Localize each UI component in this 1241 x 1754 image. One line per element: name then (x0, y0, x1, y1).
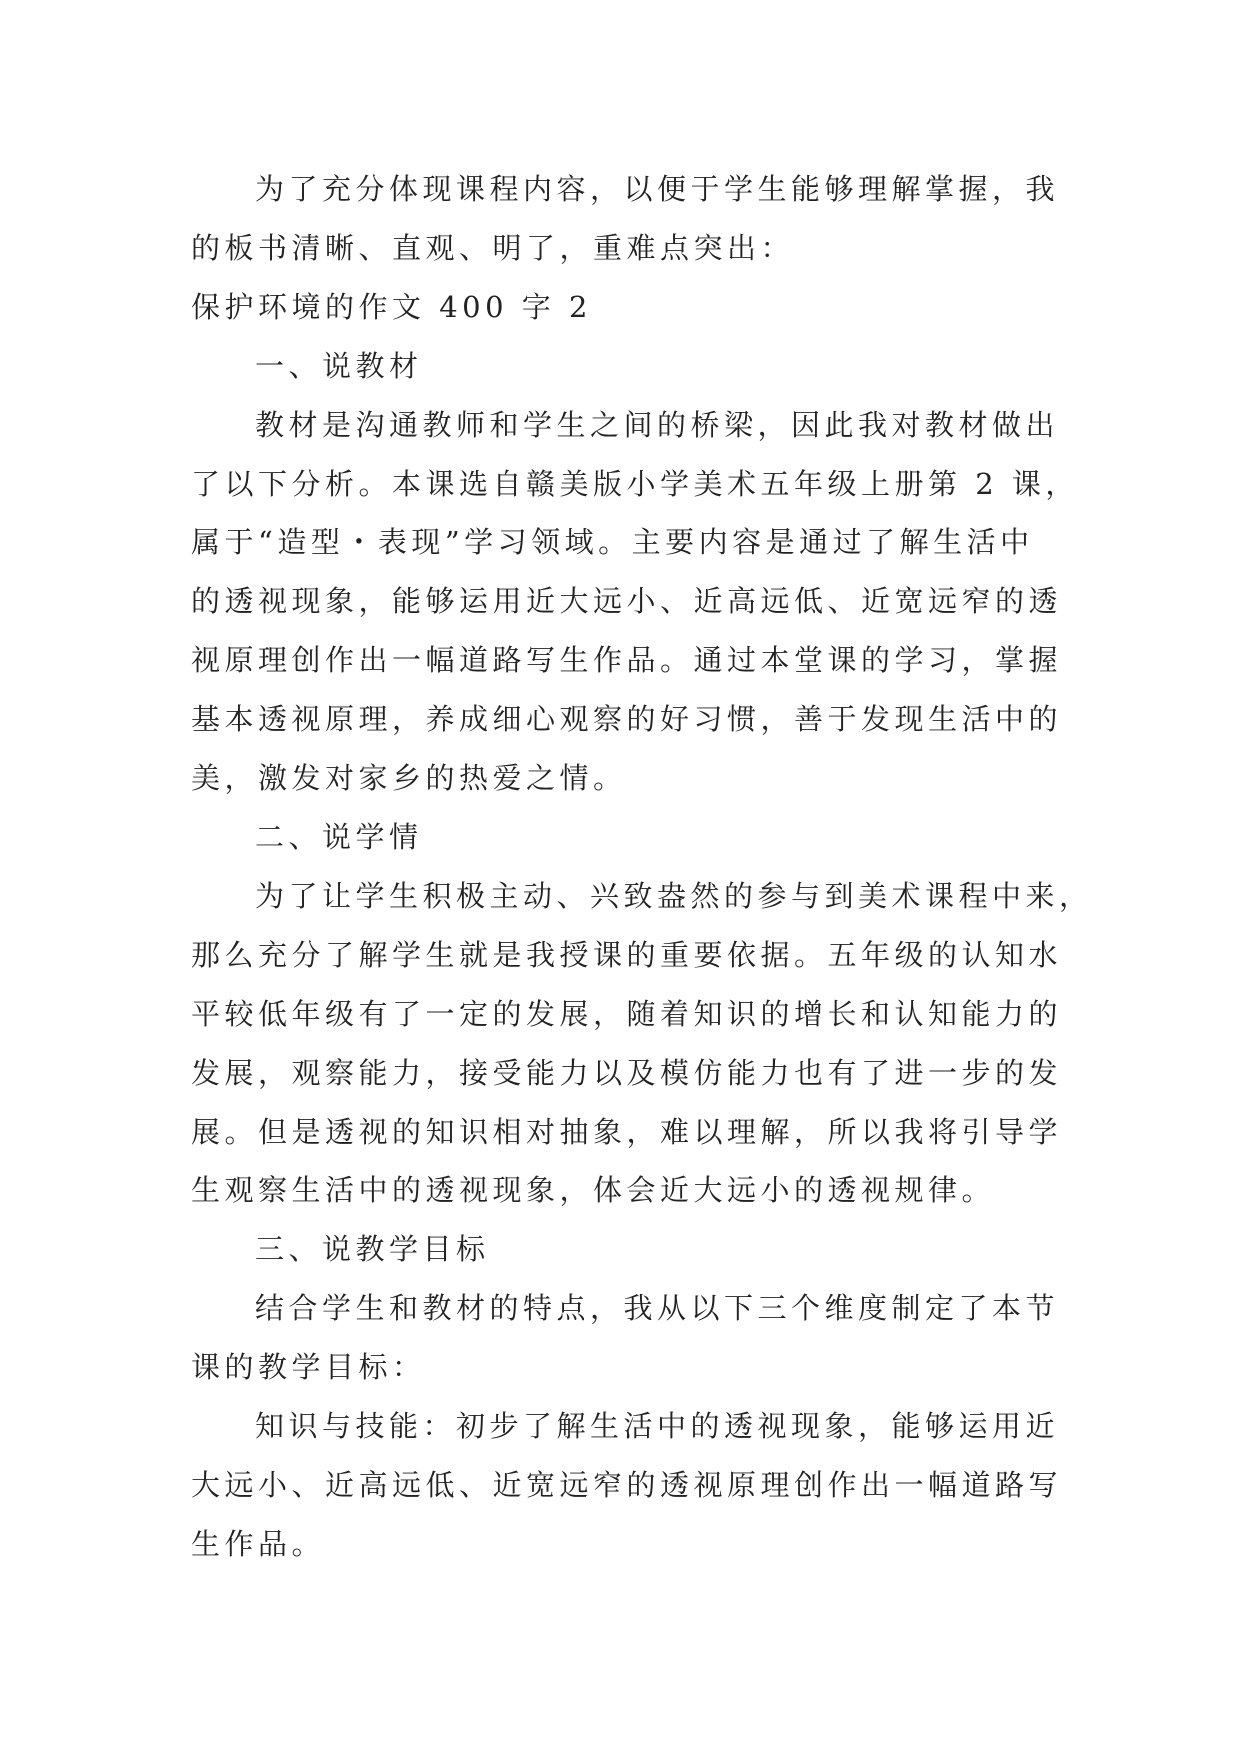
text-line: 展。但是透视的知识相对抽象，难以理解，所以我将引导学 (191, 1114, 1063, 1149)
text-line: 那么充分了解学生就是我授课的重要依据。五年级的认知水 (191, 937, 1063, 972)
essay-title: 保护环境的作文 400 字 2 (191, 289, 592, 324)
text-line: 为了充分体现课程内容，以便于学生能够理解掌握，我 (255, 172, 1060, 206)
text-line: 课的教学目标： (191, 1350, 426, 1385)
text-line: 的透视现象，能够运用近大远小、近高远低、近宽远窄的透 (191, 584, 1063, 619)
text-line: 发展，观察能力，接受能力以及模仿能力也有了进一步的发 (191, 1055, 1063, 1090)
text-line: 了以下分析。本课选自赣美版小学美术五年级上册第 2 课， (191, 466, 1079, 501)
text-line: 教材是沟通教师和学生之间的桥梁，因此我对教材做出 (255, 407, 1060, 442)
section-heading: 二、说学情 (255, 819, 423, 854)
section-heading: 三、说教学目标 (255, 1232, 490, 1267)
text-line: 结合学生和教材的特点，我从以下三个维度制定了本节 (255, 1291, 1060, 1326)
text-line: 知识与技能：初步了解生活中的透视现象，能够运用近 (255, 1409, 1060, 1444)
text-line: 基本透视原理，养成细心观察的好习惯，善于发现生活中的 (191, 702, 1063, 737)
section-heading: 一、说教材 (255, 348, 423, 383)
text-line: 属于“造型・表现”学习领域。主要内容是通过了解生活中 (191, 525, 1034, 560)
text-line: 平较低年级有了一定的发展，随着知识的增长和认知能力的 (191, 996, 1063, 1031)
text-line: 为了让学生积极主动、兴致盎然的参与到美术课程中来， (255, 878, 1093, 913)
text-line: 大远小、近高远低、近宽远窄的透视原理创作出一幅道路写 (191, 1467, 1063, 1502)
text-line: 的板书清晰、直观、明了，重难点突出： (191, 230, 795, 265)
document-body (191, 160, 1093, 1574)
text-line: 生作品。 (191, 1526, 326, 1561)
text-line: 美，激发对家乡的热爱之情。 (191, 761, 627, 796)
text-line: 视原理创作出一幅道路写生作品。通过本堂课的学习，掌握 (191, 643, 1063, 678)
text-line: 生观察生活中的透视现象，体会近大远小的透视规律。 (191, 1173, 996, 1208)
